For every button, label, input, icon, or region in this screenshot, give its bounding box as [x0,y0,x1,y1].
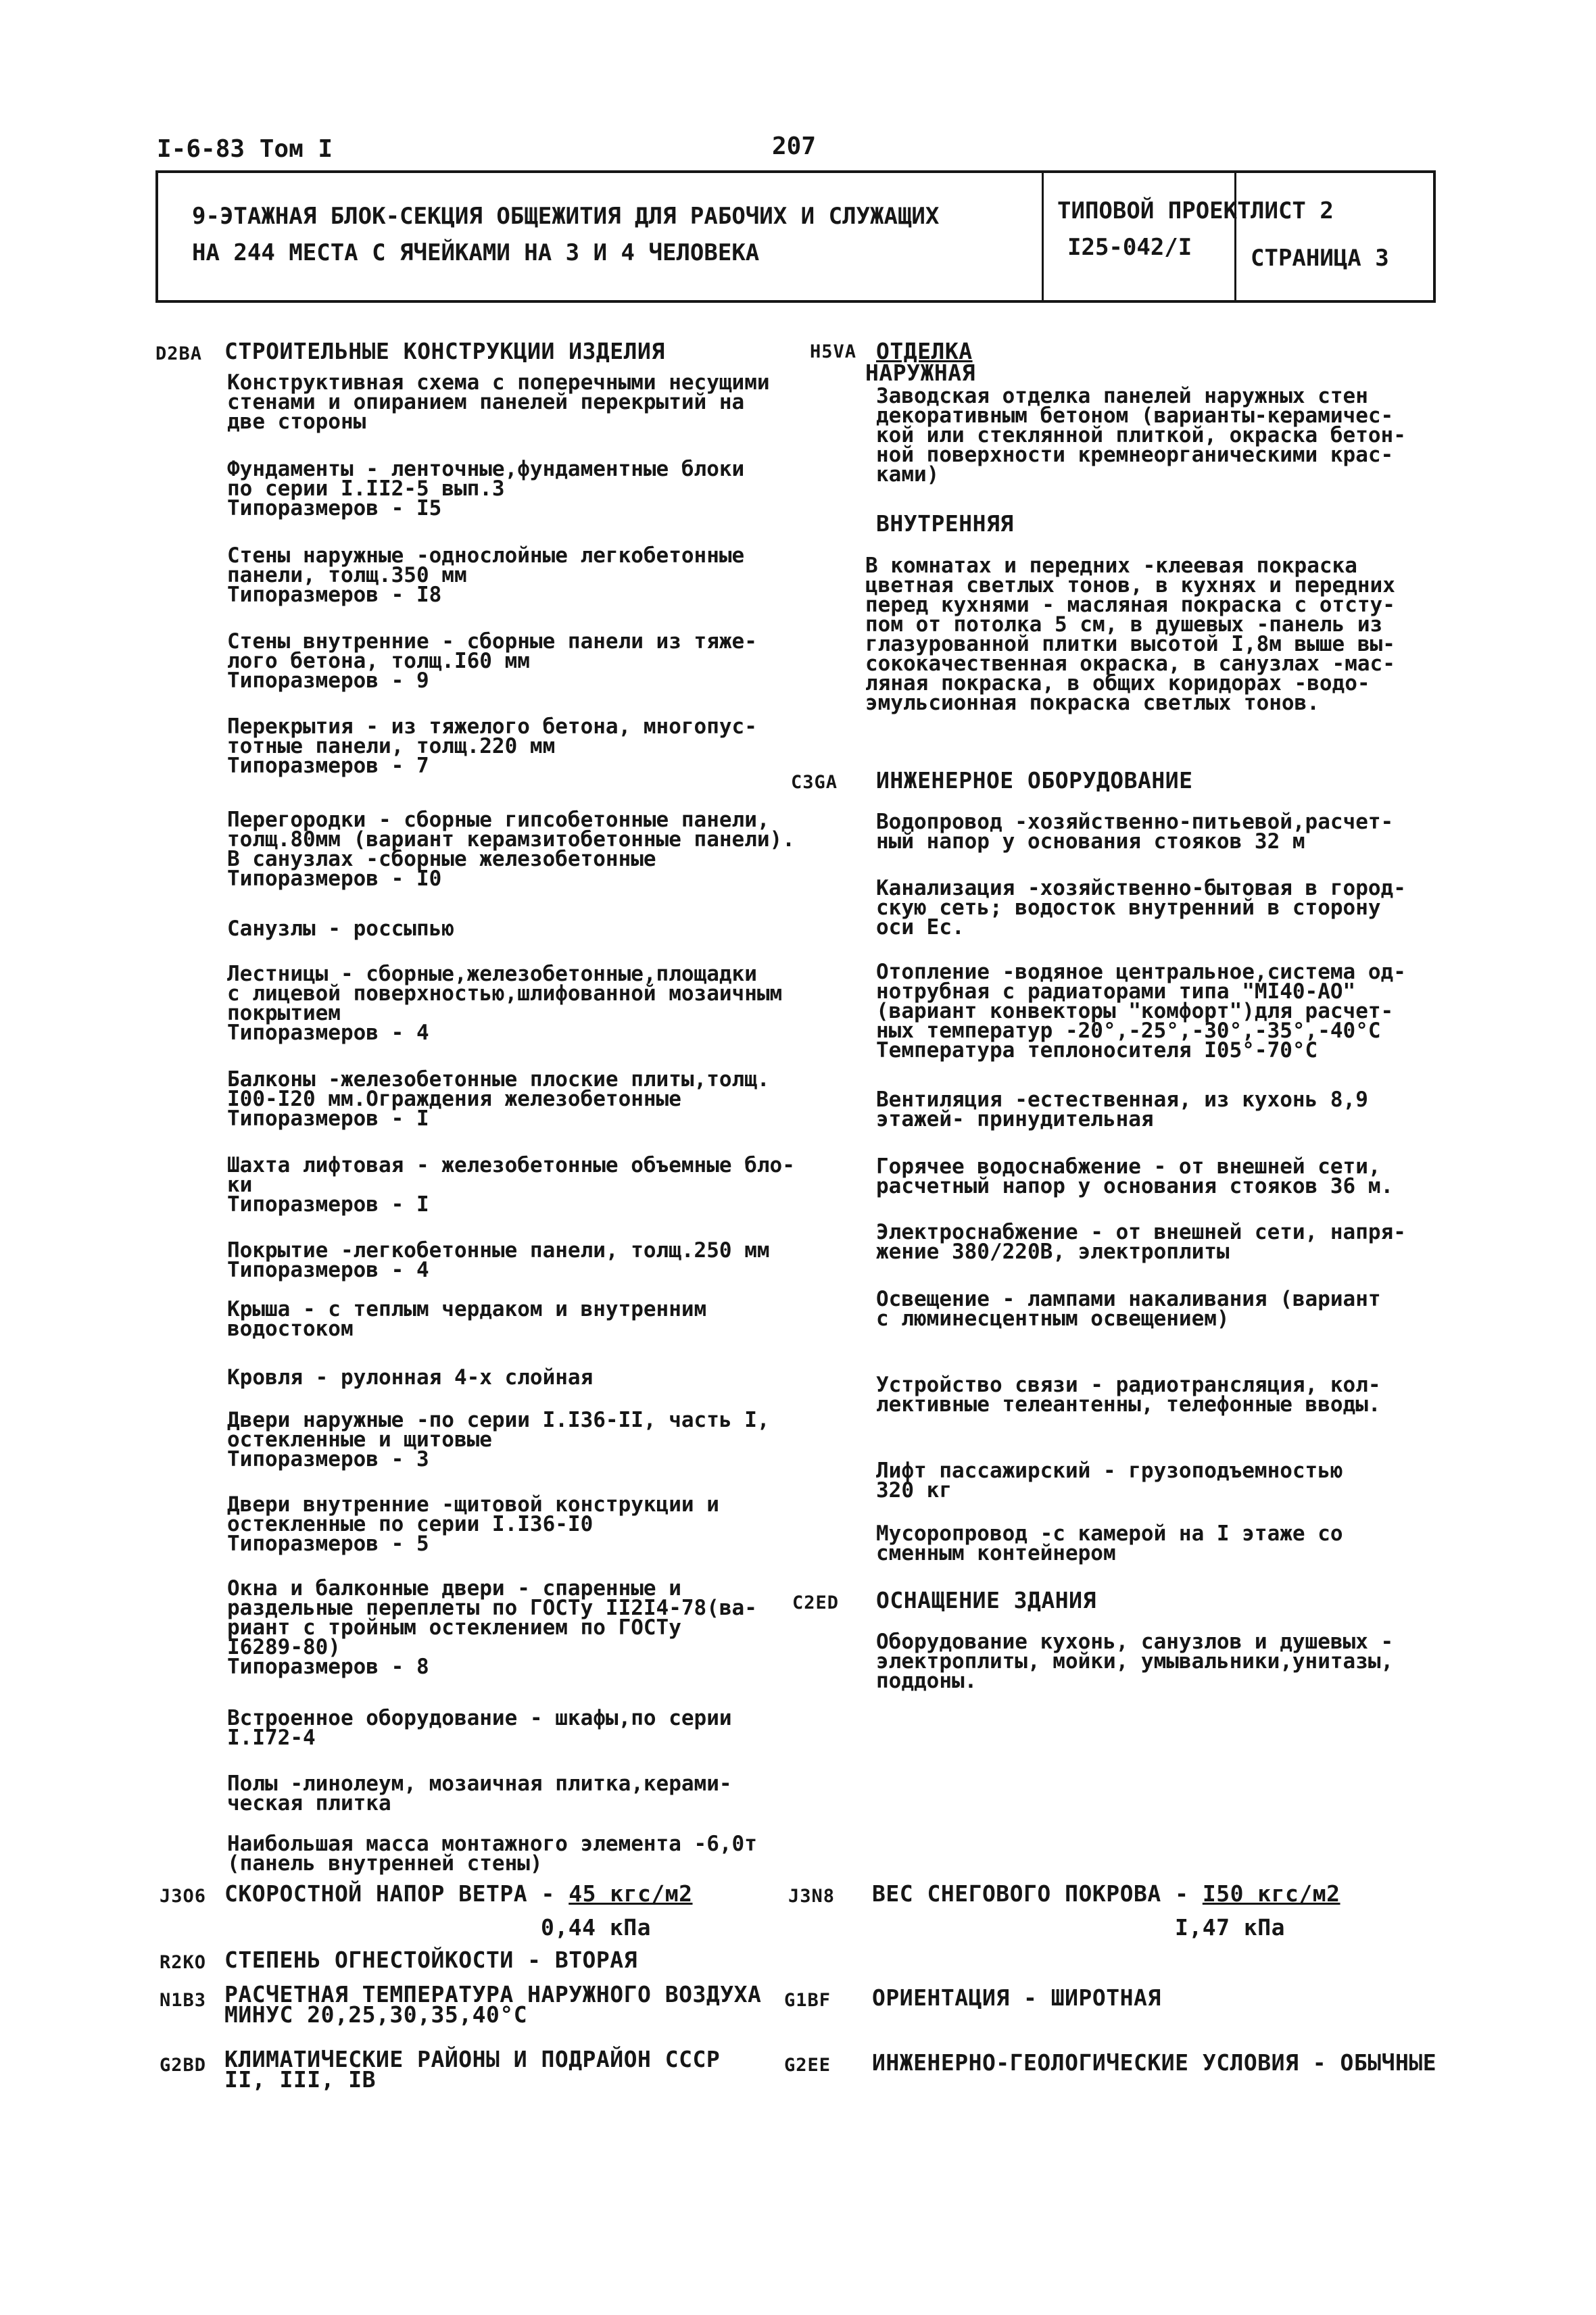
construction-item: Двери внутренние -щитовой конструкции и остекленные по серии I.I36-I0 Типоразмеров - 5 [227,1492,719,1556]
engineering-item: Отопление -водяное центральное,система од- нотрубная с радиаторами типа "МI40-АО" (вариант конвекторы "комфорт")для расчет- ных температур -20°,-25°,-30°,-35°,-40°С Температура теплоносителя I05°-70°С [876,960,1406,1063]
construction-item: Покрытие -легкобетонные панели, толщ.250 мм Типоразмеров - 4 [227,1238,770,1282]
series-label: I-6-83 Том I [157,135,333,163]
exterior-heading: НАРУЖНАЯ [865,360,975,386]
finish-code: H5VA [810,341,857,362]
construction-item: Стены внутренние - сборные панели из тяже- лого бетона, толщ.I60 мм Типоразмеров - 9 [227,629,757,693]
snow-value: I50 кгс/м2 [1202,1880,1340,1907]
equipment-code: C2ED [792,1592,840,1613]
finish-heading: ОТДЕЛКА [876,338,973,364]
title-line-2: НА 244 МЕСТА С ЯЧЕЙКАМИ НА 3 И 4 ЧЕЛОВЕКА [192,239,760,266]
construction-item: Конструктивная схема с поперечными несущими стенами и опиранием панелей перекрытий на две стороны [227,370,770,434]
engineering-item: Устройство связи - радиотрансляция, кол- лективные телеантенны, телефонные вводы. [876,1373,1381,1417]
equipment-heading: ОСНАЩЕНИЕ ЗДАНИЯ [876,1587,1096,1613]
construction-item: Полы -линолеум, мозаичная плитка,керами- ческая плитка [227,1772,732,1816]
temperature-code: N1B3 [160,1990,207,2011]
construction-item: Фундаменты - ленточные,фундаментные блоки по серии I.II2-5 вып.3 Типоразмеров - I5 [227,457,745,520]
engineering-item: Мусоропровод -с камерой на I этаже со сменным контейнером [876,1521,1343,1565]
page-label: СТРАНИЦА 3 [1251,245,1389,272]
engineering-item: Вентиляция -естественная, из кухонь 8,9 этажей- принудительная [876,1088,1368,1131]
title-line-1: 9-ЭТАЖНАЯ БЛОК-СЕКЦИЯ ОБЩЕЖИТИЯ ДЛЯ РАБОЧИХ И СЛУЖАЩИХ [192,203,940,230]
construction-item: Встроенное оборудование - шкафы,по серии I.I72-4 [227,1706,732,1750]
interior-heading: ВНУТРЕННЯЯ [876,510,1014,537]
construction-item: Стены наружные -однослойные легкобетонные панели, толщ.350 мм Типоразмеров - I8 [227,543,745,607]
fire-resistance: СТЕПЕНЬ ОГНЕСТОЙКОСТИ - ВТОРАЯ [224,1947,638,1973]
title-divider-1 [1042,173,1044,300]
engineering-item: Канализация -хозяйственно-бытовая в город- скую сеть; водосток внутренний в сторону оси Ес. [876,876,1406,940]
design-temperature: РАСЧЕТНАЯ ТЕМПЕРАТУРА НАРУЖНОГО ВОЗДУХА МИНУС 20,25,30,35,40°С [224,1981,762,2028]
snow-code: J3N8 [788,1886,836,1907]
wind-load [224,1880,693,1907]
engineering-item: Горячее водоснабжение - от внешней сети, расчетный напор у основания стояков 36 м. [876,1154,1394,1198]
construction-item: Перегородки - сборные гипсобетонные панели, толщ.80мм (вариант керамзитобетонные панели). В санузлах -сборные железобетонные Типоразмеров - I0 [227,808,795,891]
geology-code: G2EE [784,2055,831,2076]
construction-item: Шахта лифтовая - железобетонные объемные бло- ки Типоразмеров - I [227,1153,795,1217]
wind-label: СКОРОСТНОЙ НАПОР ВЕТРА - [224,1880,569,1907]
engineering-heading: ИНЖЕНЕРНОЕ ОБОРУДОВАНИЕ [876,767,1193,794]
construction-item: Двери наружные -по серии I.I36-II, часть I, остекленные и щитовые Типоразмеров - 3 [227,1408,770,1471]
construction-item: Наибольшая масса монтажного элемента -6,0т (панель внутренней стены) [227,1832,757,1876]
construction-item: Крыша - с теплым чердаком и внутренним водостоком [227,1297,707,1341]
climate-code: G2BD [160,2055,207,2076]
snow-label: ВЕС СНЕГОВОГО ПОКРОВА - [872,1880,1203,1907]
geological-conditions: ИНЖЕНЕРНО-ГЕОЛОГИЧЕСКИЕ УСЛОВИЯ - ОБЫЧНЫЕ [872,2049,1437,2076]
snow-load [872,1880,1340,1907]
construction-item: Санузлы - россыпью [227,917,454,941]
equipment-text: Оборудование кухонь, санузлов и душевых - электроплиты, мойки, умывальники,унитазы, поддоны. [876,1630,1394,1693]
engineering-item: Освещение - лампами накаливания (вариант с люминесцентным освещением) [876,1287,1381,1331]
interior-finish-text: В комнатах и передних -клеевая покраска цветная светлых тонов, в кухнях и передних перед кухнями - масляная покраска с отсту- пом от потолка 5 см, в душевых -панель из глазурованной плитки высотой I,8м выше вы- сококачественная окраска, в санузлах -мас- ляная покраска, в общих коридорах -водо- эмульсионная покраска светлых тонов. [865,554,1395,715]
title-divider-2 [1234,173,1236,300]
snow-kpa: I,47 кПа [1175,1914,1285,1941]
engineering-item: Водопровод -хозяйственно-питьевой,расчет- ный напор у основания стояков 32 м [876,810,1394,854]
engineering-item: Электроснабжение - от внешней сети, напря- жение 380/220В, электроплиты [876,1220,1406,1264]
project-label: ТИПОВОЙ ПРОЕКТ [1057,197,1251,224]
orientation-code: G1BF [784,1990,831,2011]
wind-code: J3O6 [160,1886,207,1907]
construction-heading: СТРОИТЕЛЬНЫЕ КОНСТРУКЦИИ ИЗДЕЛИЯ [224,338,665,364]
construction-item: Кровля - рулонная 4-х слойная [227,1365,594,1390]
engineering-code: C3GA [791,772,838,793]
title-block [155,170,1436,303]
construction-item: Балконы -железобетонные плоские плиты,толщ. I00-I20 мм.Ограждения железобетонные Типоразмеров - I [227,1067,770,1131]
page-number: 207 [772,132,817,160]
wind-value: 45 кгс/м2 [569,1880,693,1907]
wind-kpa: 0,44 кПа [541,1914,651,1941]
construction-item: Лестницы - сборные,железобетонные,площадки с лицевой поверхностью,шлифованной мозаичным покрытием Типоразмеров - 4 [227,962,783,1045]
climatic-regions: КЛИМАТИЧЕСКИЕ РАЙОНЫ И ПОДРАЙОН СССР II, III, IB [224,2046,721,2093]
exterior-finish-text: Заводская отделка панелей наружных стен декоративным бетоном (варианты-керамичес- кой или стеклянной плиткой, окраска бетон- ной поверхности кремнеорганическими крас- ками) [876,384,1406,487]
project-code: I25-042/I [1067,234,1192,261]
engineering-item: Лифт пассажирский - грузоподъемностью 320 кг [876,1459,1343,1503]
construction-item: Окна и балконные двери - спаренные и раздельные переплеты по ГОСТу II2I4-78(ва- риант с тройным остеклением по ГОСТу I6289-80) Типоразмеров - 8 [227,1576,757,1679]
fire-code: R2KO [160,1952,207,1973]
construction-code: D2BA [155,343,203,364]
construction-item: Перекрытия - из тяжелого бетона, многопус- тотные панели, толщ.220 мм Типоразмеров - 7 [227,714,757,778]
orientation: ОРИЕНТАЦИЯ - ШИРОТНАЯ [872,1984,1161,2011]
sheet-label: ЛИСТ 2 [1251,197,1334,224]
